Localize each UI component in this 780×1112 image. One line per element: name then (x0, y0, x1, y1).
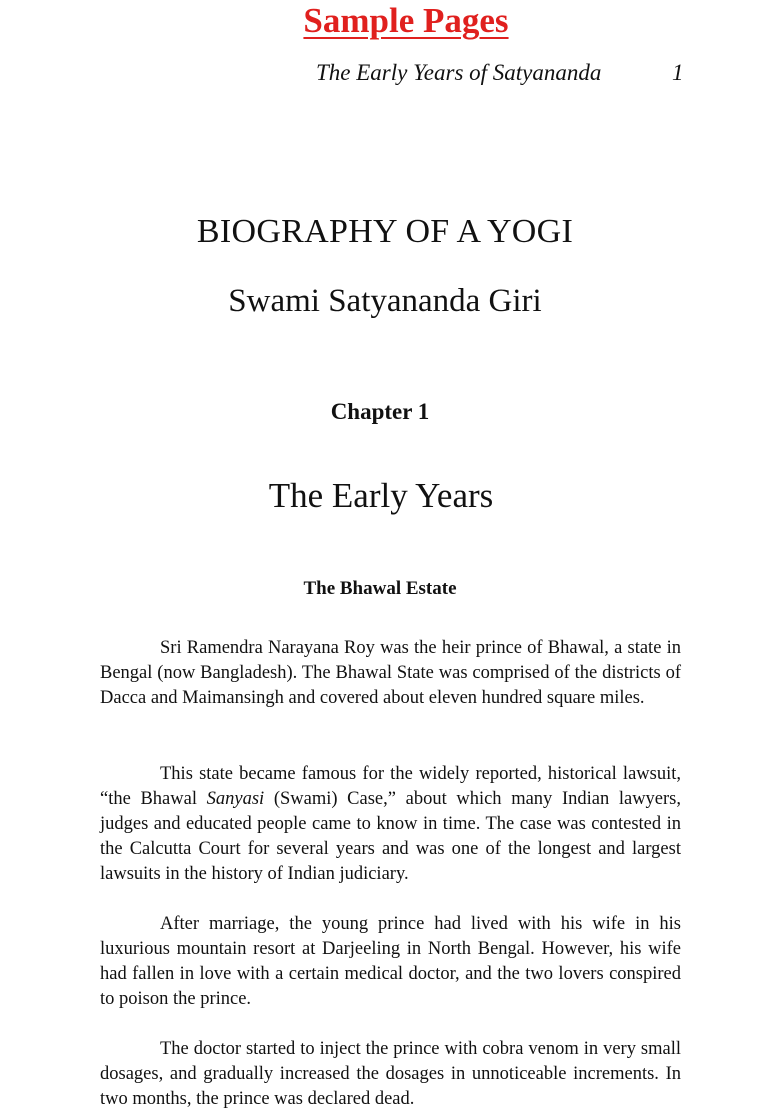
book-author: Swami Satyananda Giri (228, 283, 542, 319)
chapter-title: The Early Years (268, 476, 494, 515)
paragraph-4: The doctor started to inject the prince with cobra venom in very small dosages, and gradually increased the dosages in unnoticeable increments. In two months, the prince was declared dead. (100, 1039, 681, 1109)
sample-pages-banner: Sample Pages (303, 1, 509, 40)
book-title: BIOGRAPHY OF A YOGI (196, 213, 574, 250)
paragraph-2-text-end: (Swami) Case,” about which many Indian lawyers, judges and educated people came to know in time. The case was contested in the Calcutta Court for several years and was one of the longest and largest lawsuits in the history of Indian judiciary. (100, 789, 681, 884)
page-number: 1 (672, 60, 684, 85)
section-heading: The Bhawal Estate (303, 578, 457, 599)
running-header (0, 60, 780, 90)
chapter-label: Chapter 1 (330, 399, 430, 424)
paragraph-2-text-start: This state became famous for the widely reported, historical lawsuit, “the Bhawal (100, 764, 681, 809)
paragraph-3: After marriage, the young prince had lived with his wife in his luxurious mountain resort at Darjeeling in North Bengal. However, his wife had fallen in love with a certain medical doctor, and the two lovers conspired to poison the prince. (100, 914, 681, 1009)
paragraph-2 (100, 762, 681, 887)
paragraph-2-italic-term: Sanyasi (206, 789, 265, 809)
paragraph-1: Sri Ramendra Narayana Roy was the heir prince of Bhawal, a state in Bengal (now Bangladesh). The Bhawal State was comprised of the districts of Dacca and Maimansingh and covered about eleven hundred square miles. (100, 638, 681, 708)
running-header-title: The Early Years of Satyananda (316, 60, 602, 85)
